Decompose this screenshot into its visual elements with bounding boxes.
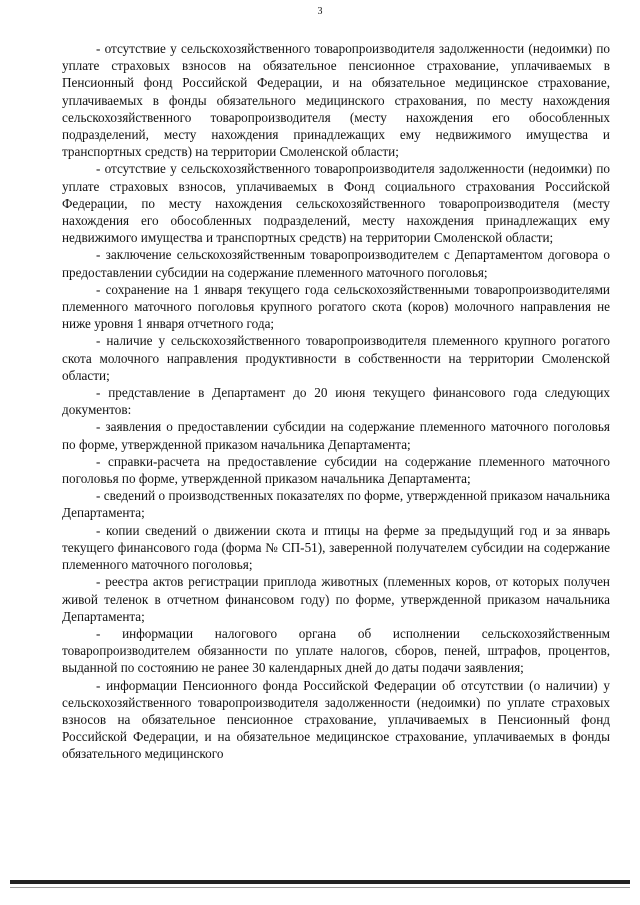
paragraph: - наличие у сельскохозяйственного товаропроизводителя племенного крупного рогатого скота молочного направления продуктивности в собственности на территории Смоленской области; (62, 333, 610, 383)
scan-bottom-rule-thin (10, 887, 630, 888)
document-body (62, 40, 610, 763)
paragraph: - сведений о производственных показателях по форме, утвержденной приказом начальника Департамента; (62, 488, 610, 521)
paragraph: - копии сведений о движении скота и птицы на ферме за предыдущий год и за январь текущего финансового года (форма № СП-51), заверенной получателем субсидии на содержание племенного маточного поголовья; (62, 522, 610, 573)
page-number: 3 (317, 6, 323, 17)
paragraph: - заявления о предоставлении субсидии на содержание племенного маточного поголовья по форме, утвержденной приказом начальника Департамента; (62, 419, 610, 452)
paragraph: - заключение сельскохозяйственным товаропроизводителем с Департаментом договора о предоставлении субсидии на содержание племенного маточного поголовья; (62, 247, 610, 280)
paragraph: - сохранение на 1 января текущего года сельскохозяйственными товаропроизводителями племенного маточного поголовья крупного рогатого скота (коров) молочного направления не ниже уровня 1 января отчетного года; (62, 281, 610, 332)
paragraph: - информации Пенсионного фонда Российской Федерации об отсутствии (о наличии) у сельскохозяйственного товаропроизводителя задолженности (недоимки) по уплате страховых взносов на обязательное пенсионное страхование, уплачиваемых в Пенсионный фонд Российской Федерации, и на обязательное медицинское страхование, уплачиваемых в фонды обязательного медицинского (62, 677, 610, 762)
paragraph: - информации налогового органа об исполнении сельскохозяйственным товаропроизводителем обязанности по уплате налогов, сборов, пеней, штрафов, процентов, выданной по состоянию не ранее 30 календарных дней до даты подачи заявления; (62, 625, 610, 676)
paragraph: - отсутствие у сельскохозяйственного товаропроизводителя задолженности (недоимки) по уплате страховых взносов на обязательное пенсионное страхование, уплачиваемых в Пенсионный фонд Российской Федерации, и на обязательное медицинское страхование, уплачиваемых в фонды обязательного медицинского страхования, по месту нахождения сельскохозяйственного товаропроизводителя (месту нахождения его обособленных подразделений, месту нахождения принадлежащих ему недвижимого имущества и транспортных средств) на территории Смоленской области; (62, 41, 610, 160)
paragraph: - реестра актов регистрации приплода животных (племенных коров, от которых получен живой теленок в отчетном финансовом году) по форме, утвержденной приказом начальника Департамента; (62, 574, 610, 624)
paragraph: - отсутствие у сельскохозяйственного товаропроизводителя задолженности (недоимки) по уплате страховых взносов, уплачиваемых в Фонд социального страхования Российской Федерации, по месту нахождения сельскохозяйственного товаропроизводителя (месту нахождения его обособленных подразделений, месту нахождения принадлежащих ему недвижимого имущества и транспортных средств) на территории Смоленской области; (62, 161, 610, 246)
paragraph: - справки-расчета на предоставление субсидии на содержание племенного маточного поголовья по форме, утвержденной приказом начальника Департамента; (62, 453, 610, 487)
scan-bottom-rule (10, 880, 630, 884)
paragraph: - представление в Департамент до 20 июня текущего финансового года следующих документов: (62, 385, 610, 418)
